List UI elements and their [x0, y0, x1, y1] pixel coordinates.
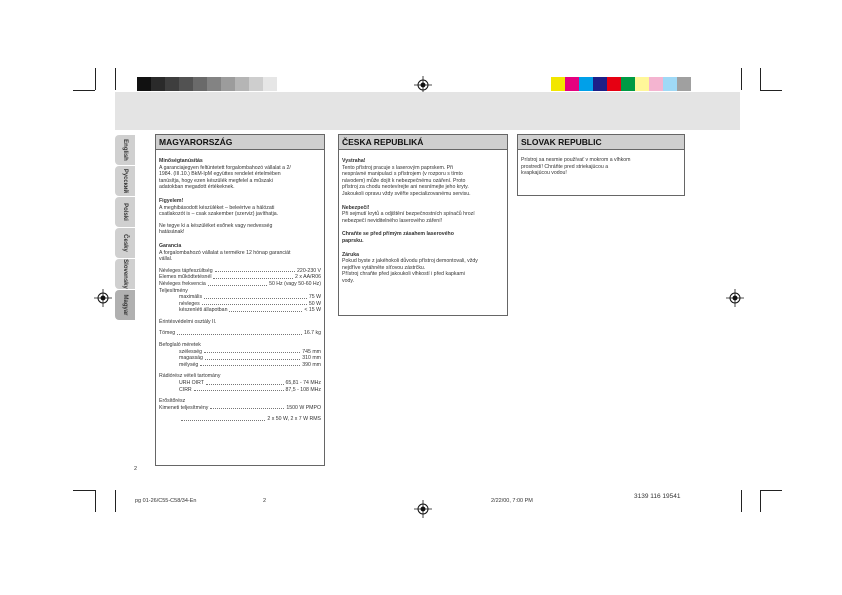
tab-czech[interactable] [115, 228, 135, 258]
spec-value: 2 x AA/R06 [295, 274, 321, 281]
registration-mark-icon [414, 500, 432, 518]
paragraph-line: adatokban megadott értékeknek. [159, 184, 235, 191]
tab-label: Česky [122, 234, 128, 252]
paragraph-line: 1984. (III.10.) BkM-IpM együttes rendelet értelmében [159, 171, 281, 178]
section-title: SLOVAK REPUBLIC [518, 135, 684, 150]
crop-mark [95, 490, 96, 512]
spec-value: 390 mm [302, 361, 321, 368]
crop-mark [760, 68, 761, 90]
gray-swatch [263, 77, 277, 91]
color-swatch [649, 77, 663, 91]
paragraph-line: Tento přístroj pracuje s laserovým paprskem. Při [342, 164, 453, 171]
heading: Minőségtanúsítás [159, 158, 203, 164]
gray-swatch [235, 77, 249, 91]
section-czech [338, 134, 508, 316]
spec-row [159, 355, 321, 362]
gray-swatch [165, 77, 179, 91]
spec-label: maximális [179, 294, 203, 301]
tab-english[interactable] [115, 135, 135, 165]
spec-group-heading: Teljesítmény [159, 287, 188, 294]
paragraph-line: Přístroj chraňte před jakoukoli vlhkostí i před kapkami [342, 271, 465, 278]
heading: Figyelem! [159, 197, 184, 204]
crop-mark [741, 490, 742, 512]
heading: Chraňte se před přímým zásahem laserového [342, 231, 454, 238]
paragraph-line: Prístroj sa nesmie používať v mokrom a vlhkom [521, 157, 631, 163]
paragraph-line: tanúsítja, hogy ezen készülék megfelel a műszaki [159, 177, 273, 184]
paragraph-line: nejdříve vytáhněte síťovou zástrčku. [342, 264, 426, 271]
paragraph-line: vállal. [159, 256, 173, 263]
paragraph-line: hatásának! [159, 229, 185, 236]
section-hungary [155, 134, 325, 466]
spec-label: Tömeg [159, 330, 176, 337]
spec-row [159, 274, 321, 281]
gray-swatch [249, 77, 263, 91]
heading: Garancia [159, 242, 182, 249]
spec-value: 75 W [308, 294, 321, 301]
spec-value: 65,81 - 74 MHz [285, 380, 321, 387]
spec-row [159, 362, 321, 369]
tab-hungarian[interactable] [115, 290, 135, 320]
color-swatch [621, 77, 635, 91]
gray-swatch [137, 77, 151, 91]
paragraph-line: prostredí! Chráňte pred striekajúcou a [521, 163, 609, 170]
spec-row [159, 294, 321, 301]
spec-label: mélység [179, 361, 199, 368]
spec-value: 50 Hz (vagy 50-60 Hz) [269, 280, 321, 287]
spec-row [159, 330, 321, 337]
heading: Záruka [342, 251, 360, 258]
color-swatch [663, 77, 677, 91]
paragraph-line: nebezpečí neviditelného laserového záření! [342, 217, 443, 224]
paragraph-line: Érintésvédelmi osztály II. [159, 318, 217, 325]
footer-file: pg 01-26/C55-C58/34-En [135, 498, 197, 504]
color-swatch [551, 77, 565, 91]
crop-mark [115, 68, 116, 90]
spec-value: < 15 W [304, 307, 321, 314]
spec-value: 220-230 V [297, 267, 321, 274]
crop-mark [115, 490, 116, 512]
tab-label: Polski [122, 203, 128, 221]
crop-mark [760, 90, 782, 91]
spec-value: 87,5 - 108 MHz [285, 386, 321, 393]
spec-label: szélesség [179, 348, 203, 355]
tab-slovak[interactable] [115, 259, 135, 289]
spec-label: Kimeneti teljesítmény [159, 404, 209, 411]
footer-date: 2/22/00, 7:00 PM [491, 498, 533, 504]
spec-row [159, 301, 321, 308]
spec-value: 16.7 kg [303, 330, 321, 337]
gray-swatch [221, 77, 235, 91]
registration-mark-icon [726, 289, 744, 307]
header-band [115, 92, 740, 130]
color-swatch [593, 77, 607, 91]
paragraph-line: A garanciajegyen feltüntetett forgalombahozó vállalat a 2/ [159, 164, 291, 171]
tab-label: Slovensky [122, 259, 128, 289]
color-swatch [635, 77, 649, 91]
spec-group-heading: Erősítőrész [159, 398, 186, 405]
paragraph-line: vody. [342, 277, 355, 284]
paragraph-line: Pokud byste z jakéhokoli důvodu přístroj demontovali, vždy [342, 258, 478, 265]
tab-label: English [122, 139, 128, 161]
footer-code: 3139 116 19541 [634, 493, 681, 500]
spec-row [159, 281, 321, 288]
heading: Nebezpečí! [342, 204, 370, 211]
heading: Vystraha! [342, 158, 366, 164]
spec-value: 1500 W PMPO [286, 404, 321, 411]
gray-swatch [207, 77, 221, 91]
spec-label: Névleges tápfeszültség [159, 267, 213, 274]
heading: paprsku. [342, 237, 364, 244]
spec-label: CIRR [179, 386, 192, 393]
spec-group-heading: Rádiórész vételi tartomány [159, 373, 221, 380]
spec-row [159, 349, 321, 356]
crop-mark [741, 68, 742, 90]
tab-label: Русский [122, 168, 128, 194]
paragraph-line: Při sejmutí krytů a odjištění bezpečnostních spínačů hrozí [342, 211, 475, 218]
section-slovakia [517, 134, 685, 196]
spec-row [159, 387, 321, 394]
paragraph-line: Jakoukoli opravu vždy svěřte specializovanému servisu. [342, 190, 471, 197]
spec-value: 310 mm [302, 355, 321, 362]
spec-label: készenléti állapotban [179, 307, 228, 314]
tab-russian[interactable] [115, 166, 135, 196]
color-swatch [677, 77, 691, 91]
spec-value: 2 x 50 W, 2 x 7 W RMS [267, 416, 321, 423]
spec-row [159, 405, 321, 412]
crop-mark [760, 490, 782, 491]
paragraph-line: kvapkajúcou vodou! [521, 170, 567, 177]
gray-swatch [193, 77, 207, 91]
spec-label: Névleges frekvencia [159, 280, 206, 287]
crop-mark [95, 68, 96, 90]
spec-row [159, 380, 321, 387]
paragraph-line: návodem) může dojít k nebezpečnému ozáření. Proto [342, 177, 466, 184]
section-title: ČESKA REPUBLIKÁ [339, 135, 507, 150]
spec-label: névleges [179, 300, 200, 307]
color-swatch [579, 77, 593, 91]
paragraph-line: nesprávné manipulaci s přístrojem (v rozporu s tímto [342, 171, 463, 178]
section-title: MAGYARORSZÁG [156, 135, 324, 150]
paragraph-line: A meghibásodott készüléket – beleértve a hálózati [159, 204, 275, 211]
color-swatch [565, 77, 579, 91]
spec-label: Elemes működtetésnél [159, 274, 212, 281]
crop-mark [73, 90, 95, 91]
paragraph-line: A forgalombahozó vállalat a termékre 12 hónap garanciát [159, 249, 291, 256]
page-number: 2 [134, 466, 138, 472]
tab-label: Magyar [122, 294, 128, 316]
tab-polish[interactable] [115, 197, 135, 227]
spec-label: magasság [179, 355, 203, 362]
spec-value: 50 W [308, 300, 321, 307]
crop-mark [760, 490, 761, 512]
color-swatch [607, 77, 621, 91]
crop-mark [73, 490, 95, 491]
spec-row [159, 268, 321, 275]
spec-row [159, 416, 321, 423]
gray-swatch [151, 77, 165, 91]
paragraph-line: csatlakozót is – csak szakember (szerviz) javíthatja. [159, 211, 279, 218]
gray-swatch [179, 77, 193, 91]
spec-group-heading: Befoglaló méretek [159, 342, 201, 349]
footer-page: 2 [263, 498, 267, 504]
spec-value: 745 mm [302, 348, 321, 355]
paragraph-line: přístroj za chodu neotevírejte ani nesnímejte jeho kryty. [342, 184, 469, 191]
paragraph-line: Ne tegye ki a készüléket esőnek vagy nedvesség [159, 222, 273, 229]
registration-mark-icon [94, 289, 112, 307]
spec-row [159, 307, 321, 314]
spec-label: URH OIRT [179, 380, 204, 387]
